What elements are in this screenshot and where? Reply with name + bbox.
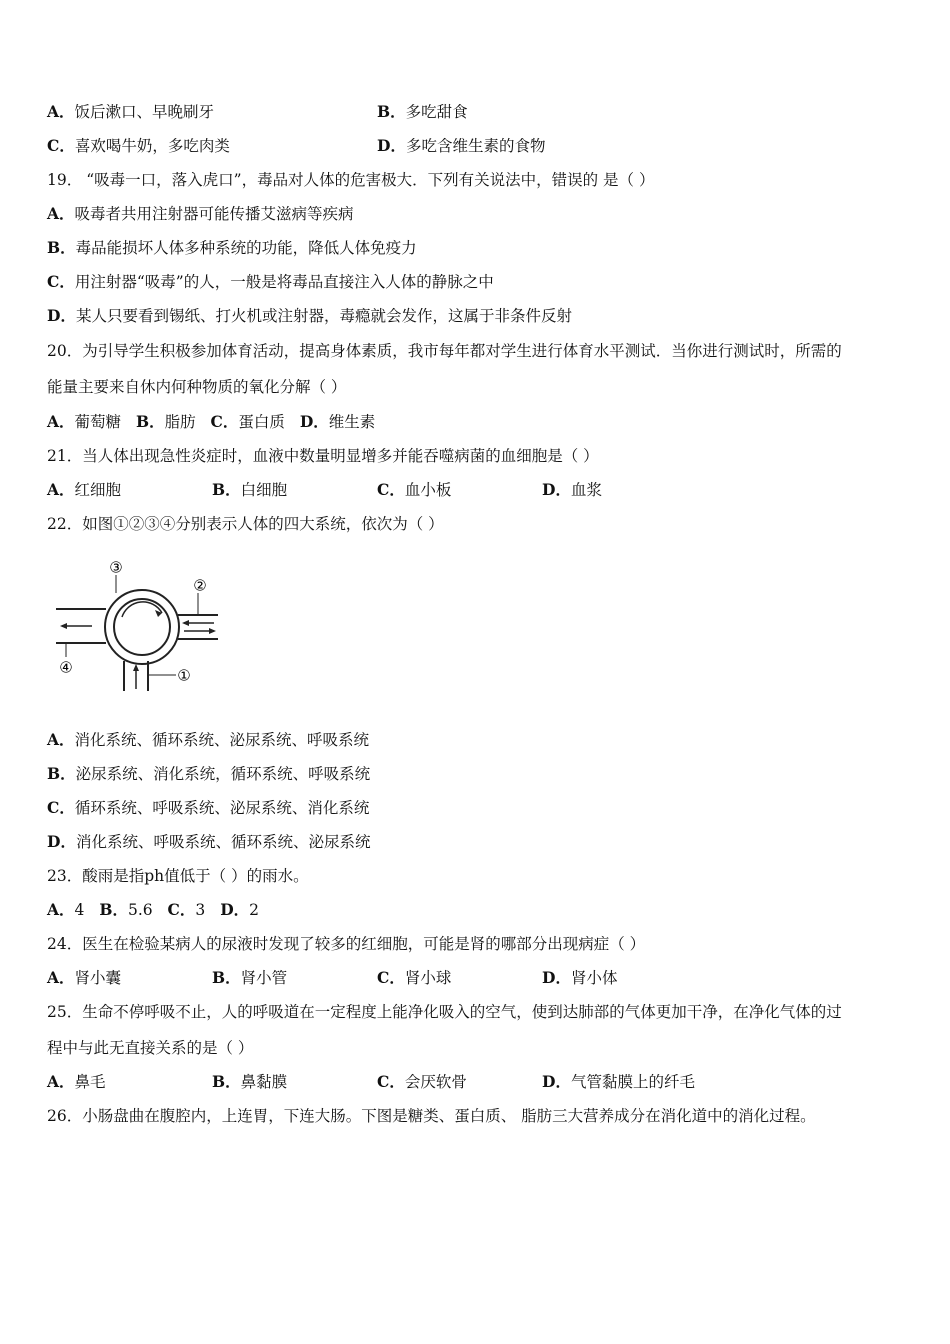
- option-text: 气管黏膜上的纤毛: [570, 1073, 695, 1091]
- option-text: 4: [74, 901, 85, 919]
- option-text: 毒品能损坏人体多种系统的功能，降低人体免疫力: [75, 239, 417, 257]
- option-text: 泌尿系统、消化系统，循环系统、呼吸系统: [75, 765, 371, 783]
- option-text: 肾小体: [570, 969, 618, 987]
- option-letter: B．: [212, 1072, 241, 1091]
- q21-option-d: [542, 480, 602, 500]
- option-letter: D．: [542, 480, 571, 499]
- label-4: ④: [59, 658, 73, 677]
- option-text: 消化系统、呼吸系统、循环系统、泌尿系统: [75, 833, 371, 851]
- option-text: 饭后漱口、早晚刷牙: [74, 103, 215, 121]
- question-text: 程中与此无直接关系的是（ ）: [47, 1039, 254, 1057]
- option-text: 多吃甜食: [405, 103, 468, 121]
- q21-option-b: [212, 480, 287, 500]
- q25-option-c: [377, 1072, 467, 1092]
- option-letter: D．: [377, 136, 406, 155]
- option-letter: B．: [99, 900, 128, 919]
- option-letter: A．: [47, 412, 75, 431]
- question-number: 22．: [47, 515, 83, 533]
- option-text: 葡萄糖: [74, 413, 122, 431]
- option-letter: D．: [220, 900, 250, 919]
- option-letter: A．: [47, 730, 75, 749]
- option-letter: C．: [377, 480, 405, 499]
- question-number: 19．: [47, 171, 83, 189]
- option-letter: A．: [47, 968, 75, 987]
- q20-options: [47, 412, 375, 432]
- question-number: 25．: [47, 1003, 83, 1021]
- question-number: 24．: [47, 935, 83, 953]
- question-text: “吸毒一口，落入虎口”，毒品对人体的危害极大．下列有关说法中，错误的 是（ ）: [86, 171, 655, 189]
- option-text: 蛋白质: [238, 413, 285, 431]
- question-text: 生命不停呼吸不止，人的呼吸道在一定程度上能净化吸入的空气，使到达肺部的气体更加干净，在净化气体的过: [82, 1003, 842, 1021]
- q22-option-a: [47, 730, 369, 750]
- ring-flow-arrow: [122, 602, 162, 617]
- q21-stem: [47, 446, 599, 466]
- outer-ring: [105, 590, 179, 664]
- right-arrow-in-head: [182, 620, 189, 626]
- q24-option-a: [47, 968, 121, 988]
- q18-option-c: [47, 136, 230, 156]
- option-text: 肾小囊: [74, 969, 122, 987]
- question-text: 如图①②③④分别表示人体的四大系统，依次为（ ）: [82, 515, 444, 533]
- option-letter: D．: [542, 1072, 571, 1091]
- option-letter: B．: [47, 238, 76, 257]
- option-text: 血小板: [404, 481, 452, 499]
- q25-option-a: [47, 1072, 106, 1092]
- option-letter: B．: [212, 968, 241, 987]
- option-text: 3: [195, 901, 206, 919]
- question-text: 小肠盘曲在腹腔内，上连胃，下连大肠。下图是糖类、蛋白质、 脂肪三大营养成分在消化道中的消化过程。: [82, 1107, 816, 1125]
- option-letter: C．: [377, 1072, 405, 1091]
- q19-option-d: [47, 306, 572, 326]
- option-text: 血浆: [570, 481, 602, 499]
- option-text: 维生素: [328, 413, 376, 431]
- option-letter: B．: [377, 102, 406, 121]
- q25-option-d: [542, 1072, 695, 1092]
- q19-stem: [47, 170, 654, 190]
- question-text: 酸雨是指ph值低于（ ）的雨水。: [82, 867, 309, 885]
- body-systems-diagram: [52, 553, 222, 693]
- option-letter: C．: [210, 412, 239, 431]
- option-letter: C．: [47, 136, 75, 155]
- option-letter: D．: [47, 306, 76, 325]
- q20-stem-line2: [47, 377, 346, 397]
- q26-stem: [47, 1106, 816, 1126]
- q24-option-d: [542, 968, 617, 988]
- option-letter: C．: [47, 798, 75, 817]
- inner-ring: [114, 599, 170, 655]
- option-text: 多吃含维生素的食物: [405, 137, 546, 155]
- label-1: ①: [177, 666, 191, 685]
- option-letter: C．: [47, 272, 75, 291]
- q24-stem: [47, 934, 645, 954]
- option-letter: A．: [47, 204, 75, 223]
- option-letter: D．: [47, 832, 76, 851]
- q22-option-b: [47, 764, 370, 784]
- option-letter: A．: [47, 102, 75, 121]
- q23-options: [47, 900, 259, 920]
- option-text: 5.6: [127, 901, 153, 919]
- option-text: 某人只要看到锡纸、打火机或注射器，毒瘾就会发作，这属于非条件反射: [75, 307, 572, 325]
- q21-option-a: [47, 480, 121, 500]
- option-letter: A．: [47, 900, 75, 919]
- option-letter: A．: [47, 1072, 75, 1091]
- option-text: 肾小管: [240, 969, 288, 987]
- question-text: 当人体出现急性炎症时，血液中数量明显增多并能吞噬病菌的血细胞是（ ）: [82, 447, 599, 465]
- q19-option-b: [47, 238, 417, 258]
- q21-option-c: [377, 480, 451, 500]
- option-letter: B．: [135, 412, 165, 431]
- bottom-arrow-head: [133, 664, 139, 671]
- q18-option-d: [377, 136, 545, 156]
- q24-option-b: [212, 968, 287, 988]
- right-arrow-out-head: [209, 628, 216, 634]
- q25-stem-line2: [47, 1038, 253, 1058]
- option-text: 循环系统、呼吸系统、泌尿系统、消化系统: [74, 799, 370, 817]
- question-number: 26．: [47, 1107, 83, 1125]
- q18-option-b: [377, 102, 468, 122]
- option-text: 2: [249, 901, 260, 919]
- option-text: 鼻黏膜: [240, 1073, 288, 1091]
- q22-option-d: [47, 832, 370, 852]
- question-text: 能量主要来自休内何种物质的氧化分解（ ）: [47, 378, 347, 396]
- question-number: 23．: [47, 867, 83, 885]
- option-letter: D．: [299, 412, 329, 431]
- option-text: 喜欢喝牛奶，多吃肉类: [74, 137, 230, 155]
- option-letter: B．: [212, 480, 241, 499]
- q22-option-c: [47, 798, 369, 818]
- option-text: 鼻毛: [74, 1073, 106, 1091]
- option-text: 白细胞: [240, 481, 288, 499]
- option-text: 红细胞: [74, 481, 122, 499]
- q24-option-c: [377, 968, 451, 988]
- option-text: 会厌软骨: [404, 1073, 467, 1091]
- option-letter: C．: [167, 900, 196, 919]
- q23-stem: [47, 866, 309, 886]
- option-text: 用注射器“吸毒”的人，一般是将毒品直接注入人体的静脉之中: [74, 273, 494, 291]
- question-number: 21．: [47, 447, 83, 465]
- option-text: 脂肪: [164, 413, 196, 431]
- option-letter: A．: [47, 480, 75, 499]
- label-3: ③: [109, 558, 123, 577]
- q22-stem: [47, 514, 444, 534]
- question-text: 医生在检验某病人的尿液时发现了较多的红细胞，可能是肾的哪部分出现病症（ ）: [82, 935, 646, 953]
- option-letter: B．: [47, 764, 76, 783]
- option-letter: D．: [542, 968, 571, 987]
- option-text: 肾小球: [404, 969, 452, 987]
- q18-option-a: [47, 102, 214, 122]
- q19-option-c: [47, 272, 494, 292]
- q25-option-b: [212, 1072, 287, 1092]
- left-arrow-head: [60, 623, 67, 629]
- option-letter: C．: [377, 968, 405, 987]
- question-text: 为引导学生积极参加体育活动，提高身体素质，我市每年都对学生进行体育水平测试．当你进行测试时，所需的: [82, 342, 842, 360]
- option-text: 吸毒者共用注射器可能传播艾滋病等疾病: [74, 205, 354, 223]
- question-number: 20．: [47, 342, 83, 360]
- q25-stem-line1: [47, 1002, 842, 1022]
- label-2: ②: [193, 576, 207, 595]
- q19-option-a: [47, 204, 354, 224]
- q20-stem-line1: [47, 341, 842, 361]
- option-text: 消化系统、循环系统、泌尿系统、呼吸系统: [74, 731, 370, 749]
